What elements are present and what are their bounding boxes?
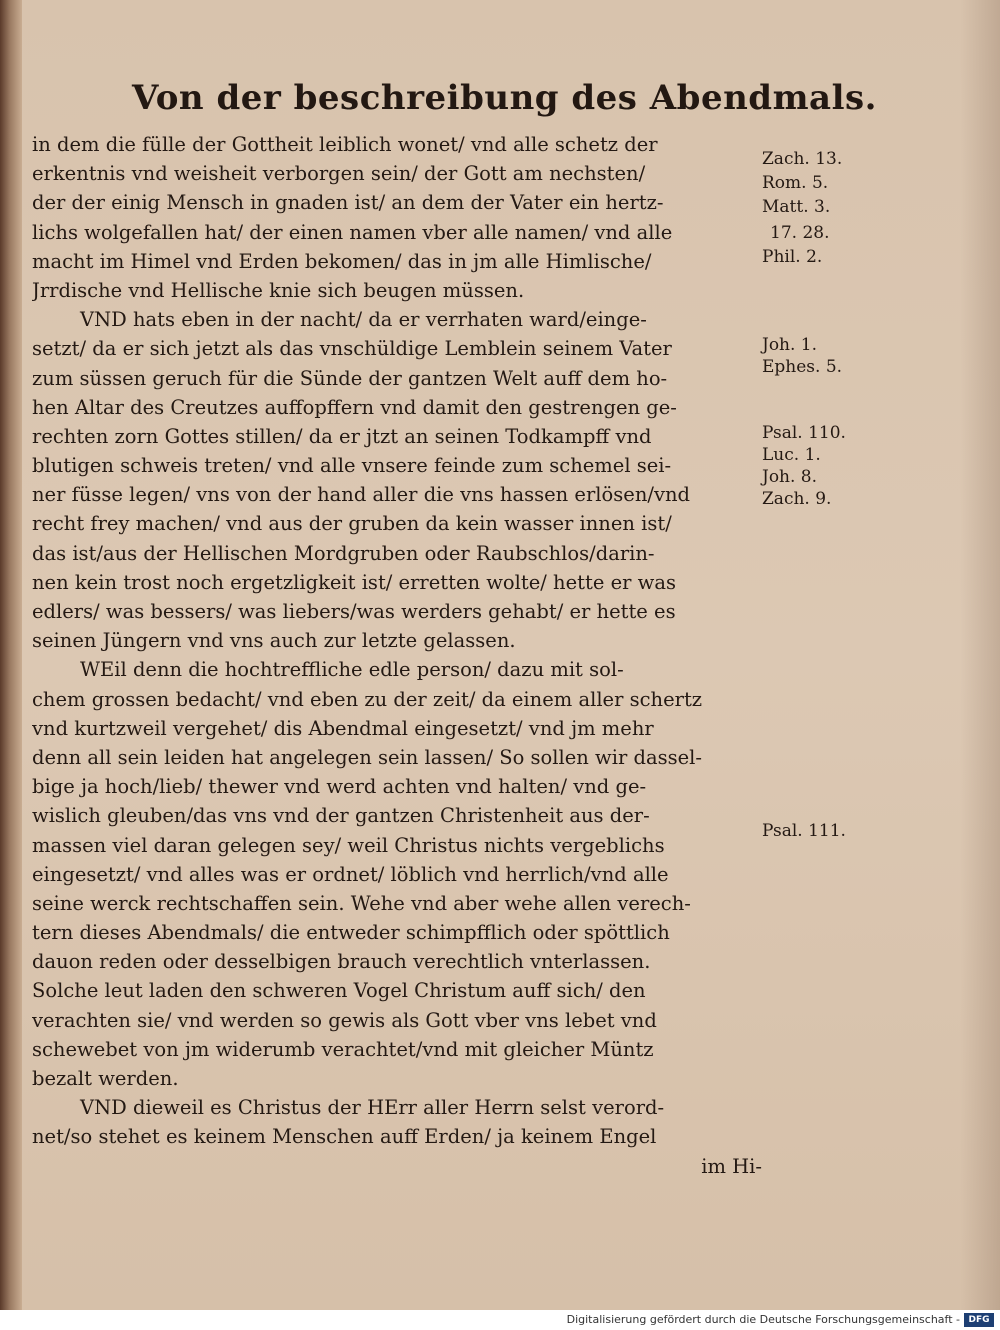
margin-reference: Zach. 13. xyxy=(762,149,843,169)
running-header: Von der beschreibung des Abendmals. xyxy=(132,78,877,118)
text-line: denn all sein leiden hat angelegen sein lassen/ So sollen wir dassel- xyxy=(32,745,702,769)
text-line: bige ja hoch/lieb/ thewer vnd werd achten vnd halten/ vnd ge- xyxy=(32,775,647,799)
text-line: in dem die fülle der Gottheit leiblich wonet/ vnd alle schetz der xyxy=(32,133,658,156)
margin-reference: Joh. 8. xyxy=(762,467,818,487)
body-text xyxy=(32,130,762,1181)
text-line: chem grossen bedacht/ vnd eben zu der zeit/ da einem aller schertz xyxy=(32,687,703,711)
text-line: erkentnis vnd weisheit verborgen sein/ der Gott am nechsten/ xyxy=(32,162,646,186)
text-line: ner füsse legen/ vns von der hand aller die vns hassen erlösen/vnd xyxy=(32,483,691,507)
margin-reference: Rom. 5. xyxy=(762,173,829,193)
text-line: recht frey machen/ vnd aus der gruben da kein wasser innen ist/ xyxy=(32,512,672,536)
text-line: bezalt werden. xyxy=(32,1067,179,1090)
footer-bar xyxy=(0,1310,1000,1330)
text-line: VND dieweil es Christus der HErr aller Herrn selst verord- xyxy=(80,1096,665,1120)
text-line: lichs wolgefallen hat/ der einen namen vber alle namen/ vnd alle xyxy=(32,220,673,244)
margin-reference: Zach. 9. xyxy=(762,489,832,509)
text-line: verachten sie/ vnd werden so gewis als Gott vber vns lebet vnd xyxy=(32,1008,657,1032)
margin-reference: Matt. 3. xyxy=(762,197,831,217)
margin-reference: Phil. 2. xyxy=(762,247,823,267)
text-line: rechten zorn Gottes stillen/ da er jtzt an seinen Todkampff vnd xyxy=(32,424,652,448)
margin-reference: Psal. 111. xyxy=(762,821,846,841)
footer-credit: Digitalisierung gefördert durch die Deutsche Forschungsgemeinschaft - xyxy=(566,1313,960,1326)
text-line: nen kein trost noch ergetzligkeit ist/ erretten wolte/ hette er was xyxy=(32,570,676,594)
text-line: seine werck rechtschaffen sein. Wehe vnd aber wehe allen verech- xyxy=(32,891,691,915)
margin-reference: 17. 28. xyxy=(770,223,830,243)
text-line: setzt/ da er sich jetzt als das vnschüldige Lemblein seinem Vater xyxy=(32,337,672,361)
text-line: WEil denn die hochtreffliche edle person/ dazu mit sol- xyxy=(80,658,624,682)
text-line: tern dieses Abendmals/ die entweder schimpfflich oder spöttlich xyxy=(32,921,670,945)
margin-reference: Joh. 1. xyxy=(762,335,818,355)
margin-reference: Ephes. 5. xyxy=(762,357,843,377)
catchword: im Hi- xyxy=(701,1154,762,1178)
text-line: massen viel daran gelegen sey/ weil Christus nichts vergeblichs xyxy=(32,833,665,857)
text-line: edlers/ was bessers/ was liebers/was werders gehabt/ er hette es xyxy=(32,600,676,623)
book-page xyxy=(22,0,1000,1310)
text-line: net/so stehet es keinem Menschen auff Erden/ ja keinem Engel xyxy=(32,1125,657,1149)
margin-reference: Luc. 1. xyxy=(762,445,821,465)
text-line: seinen Jüngern vnd vns auch zur letzte gelassen. xyxy=(32,629,516,653)
text-line: Jrrdische vnd Hellische knie sich beugen müssen. xyxy=(32,278,525,302)
text-line: vnd kurtzweil vergehet/ dis Abendmal eingesetzt/ vnd jm mehr xyxy=(32,716,654,740)
text-line: hen Altar des Creutzes auffopffern vnd damit den gestrengen ge- xyxy=(32,395,677,419)
text-line: schewebet von jm widerumb verachtet/vnd mit gleicher Müntz xyxy=(32,1037,654,1061)
text-line: wislich gleuben/das vns vnd der gantzen Christenheit aus der- xyxy=(32,804,650,828)
text-line: dauon reden oder desselbigen brauch verechtlich vnterlassen. xyxy=(32,950,651,974)
text-line: VND hats eben in der nacht/ da er verrhaten ward/einge- xyxy=(80,308,647,332)
margin-reference: Psal. 110. xyxy=(762,423,846,443)
text-line: das ist/aus der Hellischen Mordgruben oder Raubschlos/darin- xyxy=(32,541,655,565)
text-line: blutigen schweis treten/ vnd alle vnsere feinde zum schemel sei- xyxy=(32,454,672,478)
text-line: der der einig Mensch in gnaden ist/ an dem der Vater ein hertz- xyxy=(32,191,664,215)
scan-edge xyxy=(0,0,22,1310)
text-line: Solche leut laden den schweren Vogel Christum auff sich/ den xyxy=(32,979,646,1003)
dfg-logo: DFG xyxy=(964,1313,994,1327)
text-line: eingesetzt/ vnd alles was er ordnet/ löblich vnd herrlich/vnd alle xyxy=(32,862,669,886)
text-line: zum süssen geruch für die Sünde der gantzen Welt auff dem ho- xyxy=(32,366,668,390)
text-line: macht im Himel vnd Erden bekomen/ das in jm alle Himlische/ xyxy=(32,249,652,273)
